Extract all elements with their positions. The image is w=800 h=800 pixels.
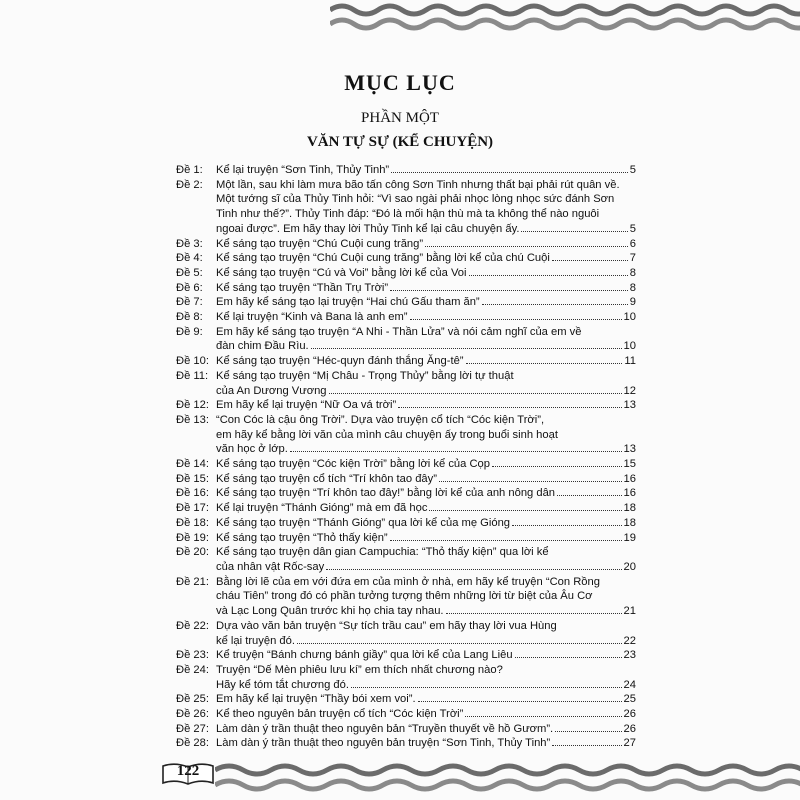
toc-entry-text-line: kể lại truyện đó. [216, 634, 295, 647]
toc-entry-number: Đề 5: [176, 266, 203, 279]
toc-entry-page: 19 [623, 531, 636, 544]
toc-entry-text-line: Em hãy kể sáng tạo lại truyện “Hai chú Gấu tham ăn” [216, 296, 480, 309]
toc-entry-page: 16 [623, 487, 636, 500]
dot-leader [521, 231, 627, 232]
dot-leader [512, 525, 622, 526]
toc-entry-number: Đề 6: [176, 281, 203, 294]
toc-entry-page: 8 [629, 281, 636, 294]
toc-entry-number: Đề 24: [176, 663, 209, 676]
wave-ornament-top [330, 0, 800, 40]
toc-entry [176, 722, 636, 737]
toc-entry-number: Đề 4: [176, 252, 203, 265]
toc-entry-text-line: em hãy kể bằng lời văn của mình câu chuyện ấy trong buổi sinh hoạt [216, 428, 558, 441]
toc-entry-number: Đề 26: [176, 708, 209, 721]
page-number: 122 [176, 763, 200, 779]
toc-entry-number: Đề 23: [176, 649, 209, 662]
part-heading: PHẦN MỘT [361, 110, 439, 126]
toc-entry-page: 9 [629, 296, 636, 309]
toc-entry-text-line: Kể theo nguyên bản truyện cổ tích “Cóc kiện Trời” [216, 708, 464, 721]
dot-leader [552, 260, 628, 261]
toc-entry-page: 20 [623, 560, 636, 573]
toc-entry-number: Đề 11: [176, 369, 209, 382]
dot-leader [466, 363, 623, 364]
toc-entry-page: 10 [623, 340, 636, 353]
toc-entry-text-line: Kể sáng tạo truyện “Thỏ thấy kiện” [216, 531, 388, 544]
toc-entry [176, 295, 636, 310]
toc-entry-number: Đề 2: [176, 178, 203, 191]
toc-entry-number: Đề 20: [176, 546, 209, 559]
toc-entry-number: Đề 9: [176, 325, 203, 338]
toc-entry [176, 516, 636, 531]
dot-leader [290, 451, 622, 452]
toc-entry-number: Đề 22: [176, 619, 209, 632]
dot-leader [398, 407, 621, 408]
toc-entry [176, 281, 636, 296]
toc-entry [176, 707, 636, 722]
toc-entry-page: 13 [623, 399, 636, 412]
toc-entry [176, 648, 636, 663]
toc-entry [176, 457, 636, 472]
toc-entry-text-line: Một tướng sĩ của Thủy Tinh hỏi: “Vì sao ngài phải nhọc lòng nhọc sức đánh Sơn [216, 193, 615, 206]
toc-entry-page: 15 [623, 458, 636, 471]
toc-entry-number: Đề 25: [176, 693, 209, 706]
toc-entry-page: 22 [623, 634, 636, 647]
toc-entry-text-line: Kể lại truyện “Thánh Gióng” mà em đã học [216, 502, 428, 515]
toc-entry-page: 26 [623, 708, 636, 721]
toc-entry-page: 26 [623, 722, 636, 735]
toc-entry-number: Đề 10: [176, 355, 209, 368]
toc-entry-text-line: Kể lại truyện “Sơn Tinh, Thủy Tinh” [216, 164, 390, 176]
toc-entry [176, 472, 636, 487]
toc-entry [176, 501, 636, 516]
dot-leader [429, 510, 621, 511]
toc-entry-number: Đề 16: [176, 487, 209, 500]
dot-leader [390, 290, 628, 291]
dot-leader [297, 643, 622, 644]
toc-entry-text-line: Làm dàn ý trần thuật theo nguyên bản truyện “Sơn Tinh, Thủy Tinh” [216, 737, 551, 750]
toc-entry-page: 5 [629, 164, 636, 176]
toc-entry-page: 18 [623, 502, 636, 515]
toc-entry-text-line: Kể sáng tạo truyện “Cóc kiện Trời” bằng lời kể của Cọp [216, 458, 490, 471]
toc-entry-page: 27 [623, 737, 636, 750]
toc-entry-text-line: ngoai được”. Em hãy thay lời Thủy Tinh kể lại câu chuyện ấy. [216, 222, 520, 235]
dot-leader [557, 495, 622, 496]
dot-leader [410, 319, 622, 320]
toc-entry-text-line: Một lần, sau khi làm mưa bão tấn công Sơn Tinh nhưng thất bại phải rút quân về. [216, 178, 620, 191]
toc-entry [176, 486, 636, 501]
toc-entry [176, 310, 636, 325]
toc-entry [176, 545, 636, 574]
section-heading: VĂN TỰ SỰ (KỂ CHUYỆN) [306, 134, 494, 150]
dot-leader [351, 687, 622, 688]
toc-entry-number: Đề 12: [176, 399, 209, 412]
dot-leader [311, 348, 622, 349]
toc-entry [176, 531, 636, 546]
toc-entry-text-line: đàn chim Đầu Rìu. [216, 340, 309, 353]
dot-leader [439, 481, 622, 482]
toc-entry-text-line: Kể sáng tạo truyện cổ tích “Trí khôn tao đây” [216, 472, 437, 485]
toc-entry-number: Đề 19: [176, 531, 209, 544]
toc-entry-page: 8 [629, 266, 636, 279]
toc-entry-number: Đề 18: [176, 516, 209, 529]
dot-leader [418, 701, 622, 702]
toc-entry-page: 10 [623, 311, 636, 324]
toc-entry-page: 5 [629, 222, 636, 235]
toc-entry-text-line: Kể sáng tạo truyện “Chú Cuội cung trăng” bằng lời kể của chú Cuội [216, 252, 550, 265]
toc-entry [176, 251, 636, 266]
toc-entry-number: Đề 28: [176, 737, 209, 750]
toc-entry-text-line: của nhân vật Rốc-say [216, 560, 325, 573]
toc-entry-page: 23 [623, 649, 636, 662]
toc-entry-page: 25 [623, 693, 636, 706]
toc-entry [176, 369, 636, 398]
toc-entry-number: Đề 13: [176, 413, 209, 426]
toc-entry [176, 178, 636, 237]
toc-entry [176, 325, 636, 354]
toc-entry-text-line: Kể sáng tạo truyện “Héc-quyn đánh thắng Ăng-tê” [216, 355, 464, 368]
dot-leader [515, 657, 622, 658]
toc-entry-page: 21 [623, 605, 636, 618]
toc-entry [176, 575, 636, 619]
toc-entry-text-line: văn học ở lớp. [216, 443, 288, 456]
toc-entry-page: 12 [623, 384, 636, 397]
toc-entry [176, 266, 636, 281]
dot-leader [555, 731, 621, 732]
toc-entry-page: 11 [624, 355, 636, 368]
toc-entry-text-line: của An Dương Vương [216, 384, 327, 397]
toc-entry-page: 16 [623, 472, 636, 485]
toc-entry-number: Đề 15: [176, 472, 209, 485]
toc-entry [176, 354, 636, 369]
dot-leader [465, 716, 621, 717]
toc-entry-number: Đề 7: [176, 296, 203, 309]
toc-entry-number: Đề 27: [176, 722, 209, 735]
toc-entry-page: 13 [623, 443, 636, 456]
dot-leader [552, 745, 621, 746]
toc-entry-text-line: Hãy kể tóm tắt chương đó. [216, 678, 349, 691]
toc-entry [176, 413, 636, 457]
toc-entry [176, 663, 636, 692]
toc-entry-text-line: Dựa vào văn bản truyện “Sự tích trầu cau” em hãy thay lời vua Hùng [216, 619, 557, 632]
toc-entry-page: 24 [623, 678, 636, 691]
toc-entry-text-line: Làm dàn ý trần thuật theo nguyên bản “Truyền thuyết về hồ Gươm”. [216, 722, 554, 735]
toc-entry-text-line: Kể lại truyện “Kinh và Bana là anh em” [216, 311, 408, 324]
dot-leader [329, 393, 622, 394]
toc-entry [176, 692, 636, 707]
toc-entry-page: 6 [629, 237, 636, 250]
toc-entry [176, 163, 636, 178]
toc-entry-text-line: Kể sáng tạo truyện “Thần Trụ Trời” [216, 281, 389, 294]
toc-entry-page: 7 [629, 252, 636, 265]
toc-entry-text-line: Kể sáng tạo truyện “Mị Châu - Trọng Thủy” bằng lời tự thuật [216, 369, 514, 382]
toc-entry [176, 398, 636, 413]
dot-leader [425, 246, 628, 247]
toc-entry-number: Đề 17: [176, 502, 209, 515]
dot-leader [446, 613, 622, 614]
toc-entry-text-line: Kể sáng tạo truyện “Trí khôn tao đây!” bằng lời kể của anh nông dân [216, 487, 556, 500]
toc-entry-number: Đề 3: [176, 237, 203, 250]
toc-entry-text-line: cháu Tiên” trong đó có phần tưởng tượng thêm những lời từ biệt của Âu Cơ [216, 590, 593, 603]
dot-leader [492, 466, 622, 467]
dot-leader [391, 172, 628, 173]
wave-ornament-bottom [215, 758, 800, 800]
page-title: MỤC LỤC [344, 70, 456, 95]
toc-entry-text-line: Kể sáng tạo truyện dân gian Campuchia: “Thỏ thấy kiện” qua lời kể [216, 546, 549, 559]
dot-leader [390, 540, 622, 541]
dot-leader [482, 304, 628, 305]
toc-entry-text-line: Kể sáng tạo truyện “Thánh Gióng” qua lời kể của mẹ Gióng [216, 516, 511, 529]
toc-entry [176, 619, 636, 648]
toc-entry [176, 237, 636, 252]
toc-entry-text-line: Em hãy kể lại truyện “Thầy bói xem voi”. [216, 693, 416, 706]
toc-entry [176, 736, 636, 751]
dot-leader [469, 275, 628, 276]
toc-entry-text-line: Tinh như thế?”. Thủy Tinh đáp: “Đó là mối hận thù mà ta không thể nào nguôi [216, 208, 600, 221]
dot-leader [326, 569, 621, 570]
toc-entry-text-line: Kể truyện “Bánh chưng bánh giầy” qua lời kể của Lang Liêu [216, 649, 513, 662]
toc-entry-text-line: Bằng lời lẽ của em với đứa em của mình ở nhà, em hãy kể truyện “Con Rồng [216, 575, 600, 588]
toc-entry-text-line: và Lạc Long Quân trước khi họ chia tay nhau. [216, 605, 444, 618]
toc-entry-number: Đề 8: [176, 311, 203, 324]
toc-entry-page: 18 [623, 516, 636, 529]
toc-entry-text-line: “Con Cóc là cậu ông Trời”. Dựa vào truyện cổ tích “Cóc kiện Trời”, [216, 413, 545, 426]
toc-entry-text-line: Kể sáng tạo truyện “Chú Cuội cung trăng” [216, 237, 424, 250]
toc-entry-text-line: Kể sáng tạo truyện “Cú và Voi” bằng lời kể của Voi [216, 266, 467, 279]
toc-entry-number: Đề 1: [176, 164, 203, 176]
toc-entry-number: Đề 21: [176, 575, 209, 588]
toc-entry-text-line: Em hãy kể sáng tạo truyện “A Nhi - Thần Lửa” và nói cảm nghĩ của em về [216, 325, 582, 338]
toc-entry-text-line: Em hãy kể lại truyện “Nữ Oa vá trời” [216, 399, 397, 412]
toc-entry-number: Đề 14: [176, 458, 209, 471]
toc-entry-text-line: Truyện “Dế Mèn phiêu lưu kí” em thích nhất chương nào? [216, 663, 503, 676]
table-of-contents [176, 163, 636, 751]
